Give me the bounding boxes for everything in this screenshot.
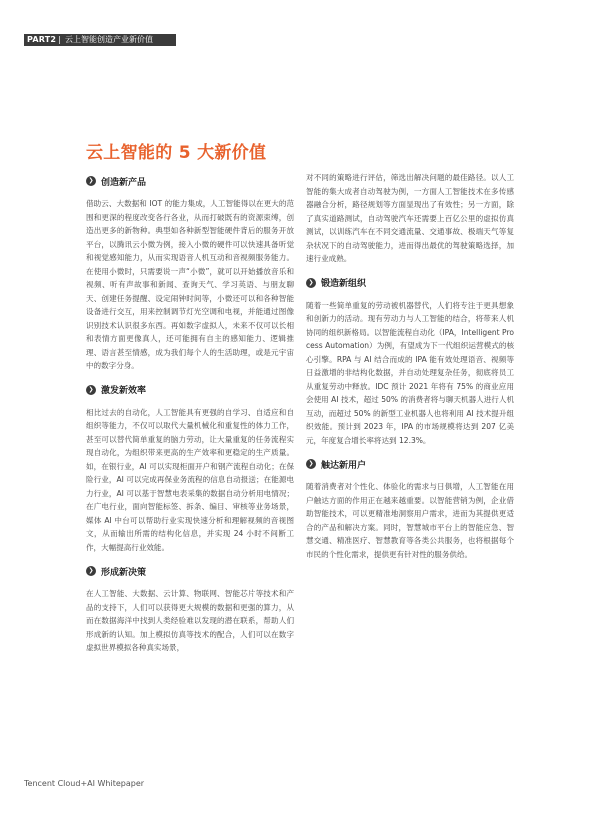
section-heading xyxy=(306,456,514,472)
section-paragraph: 相比过去的自动化，人工智能具有更强的自学习、自适应和自组织等能力，不仅可以取代大量机械化和重复性的体力工作，甚至可以替代简单重复的脑力劳动，让大量重复的任务流程实现自动化，为组织带来更高的生产效率和更稳定的生产质量。如，在银行业，AI 可以实现柜面开户和钢产流程自动化；在保险行业，AI 可以完成再保业务流程的信息自动报送；在能源电力行业，AI 可以基于智慧电表采集的数据自动分析用电情况；在广电行业，面向智能标签、拆条、编目、审核等业务场景，媒体 AI 中台可以帮助行业实现快速分析和理解视频的音视图文，从而输出所需的结构化信息，并实现 24 小时不间断工作，大幅提高行业效能。 xyxy=(86,407,294,552)
right-column xyxy=(306,171,514,561)
section-heading-label: 锻造新组织 xyxy=(321,279,367,289)
section-heading-label: 激发新效率 xyxy=(101,386,147,396)
section-paragraph: 在人工智能、大数据、云计算、物联网、智能芯片等技术和产品的支持下，人们可以获得更大规模的数据和更强的算力，从而在数据海洋中找到人类经验难以发现的潜在联系，帮助人们形成新的认知。加上模拟仿真等技术的配合，人们可以在数字虚拟世界模拟各种真实场景， xyxy=(86,589,294,652)
section-heading-label: 触达新用户 xyxy=(321,460,367,471)
chevron-right-circle-icon: ❯ xyxy=(86,566,96,576)
section-paragraph: 随着一些简单重复的劳动被机器替代，人们将专注于更具想象和创新力的活动。现有劳动力与人工智能的结合，将带来人机协同的组织新格局。以智能流程自动化（IPA，Intelligent Process Automation）为例，有望成为下一代组织运营模式的核心引擎。RPA 与 AI 结合而成的 IPA 能有效处理语音、视频等日益激增的非结构化数据，并自动处理复杂任务，彻底将员工从重复劳动中释放。IDC 预计 2021 年将有 75% 的商业应用会使用 AI 技术，超过 50% 的消费者将与聊天机器人进行人机互动，而超过 50% 的新型工业机器人也将利用 AI 技术提升组织效能。预计到 2023 年，IPA 的市场规模将达到 207 亿美元，年度复合增长率将达到 12.3%。 xyxy=(306,300,514,445)
part-label: PART2 xyxy=(27,35,57,44)
section-heading-label: 创造新产品 xyxy=(101,177,147,188)
chevron-right-circle-icon: ❯ xyxy=(306,278,316,288)
continued-paragraph: 对不同的策略进行评估，筛选出解决问题的最佳路径。以人工智能的集大成者自动驾驶为例，一方面人工智能技术在多传感器融合分析，路径规划等方面显现出了有效性；另一方面，除了真实道路测试，自动驾驶汽车还需要上百亿公里的虚拟仿真测试，以训练汽车在不同交通流量、交通事故、极端天气等复杂状况下的自动驾驶能力，进而得出最优的驾驶策略选择，加速行业成熟。 xyxy=(306,173,514,263)
chevron-right-circle-icon: ❯ xyxy=(86,385,96,395)
section-heading-label: 形成新决策 xyxy=(101,567,147,578)
left-column xyxy=(86,173,294,655)
section-heading xyxy=(86,563,294,579)
page-title: 云上智能的 5 大新价值 xyxy=(86,143,267,163)
section-heading xyxy=(86,382,294,398)
footer-text: Tencent Cloud+AI Whitepaper xyxy=(24,779,145,788)
chevron-right-circle-icon: ❯ xyxy=(306,459,316,469)
header-divider xyxy=(59,36,60,44)
chevron-right-circle-icon: ❯ xyxy=(86,176,96,186)
section-heading xyxy=(86,173,294,189)
section-paragraph: 借助云、大数据和 IOT 的能力集成，人工智能得以在更大的范围和更深的程度改变各行各业，从而打破既有的资源束缚，创造出更多的新物种。典型如各种新型智能硬件背后的服务开放平台，以腾讯云小微为例，接入小微的硬件可以快速具备听觉和视觉感知能力，从而实现语音人机互动和音视频服务能力。在使用小微时，只需要说一声“小微”，就可以开始播放音乐和视频、听有声故事和新闻、查询天气、学习英语、与朋友聊天、创建任务提醒、设定闹钟时间等，小微还可以和各种智能设备进行交互，用来控制调节灯光空调和电视，并能通过图像识别技术认识很多东西。再如数字虚拟人，未来不仅可以长相和表情方面更像真人，还可能拥有自主的感知能力、逻辑推理、语言甚至情感，成为我们每个人的生活助理，或是元宇宙中的数字分身。 xyxy=(86,199,294,370)
section-heading xyxy=(306,275,514,291)
section-title: 云上智能创造产业新价值 xyxy=(65,35,153,44)
section-paragraph: 随着消费者对个性化、体验化的需求与日俱增，人工智能在用户触达方面的作用正在越来越重要。以智能营销为例，企业借助智能技术，可以更精准地洞察用户需求，进而为其提供更适合的产品和解决方案。同时，智慧城市平台上的智能应急、智慧交通、精准医疗、智慧教育等各类公共服务，也将根据每个市民的个性化需求，提供更有针对性的服务供给。 xyxy=(306,482,514,559)
